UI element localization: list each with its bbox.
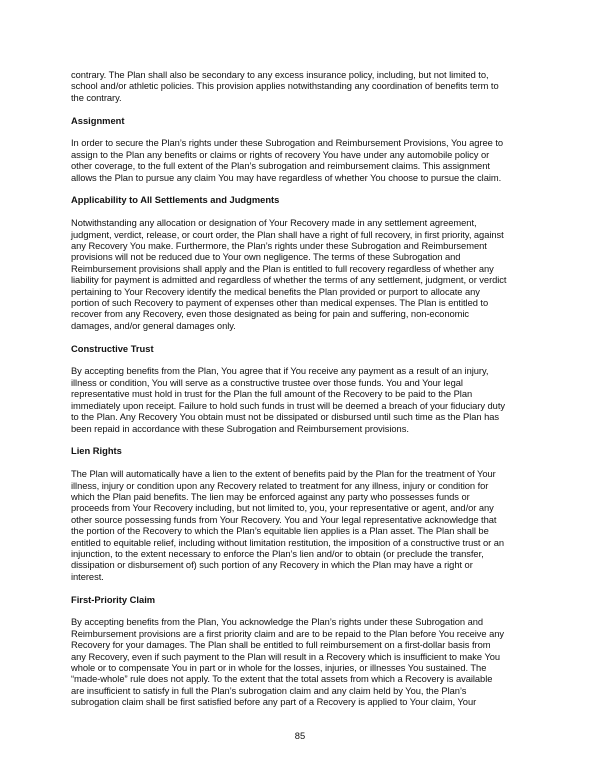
text-line: whole or to compensate You in part or in whole for the losses, injuries, or illnesses You sustained. The bbox=[71, 662, 487, 673]
section-assignment bbox=[71, 116, 533, 184]
text-line: allows the Plan to pursue any claim You may have regardless of whether You choose to pursue the claim. bbox=[71, 172, 502, 183]
text-line: to the Plan. Any Recovery You obtain must not be dissipated or disbursed until such time as the Plan has bbox=[71, 412, 499, 423]
text-line: Recovery for your damages. The Plan shall be entitled to full reimbursement on a first-dollar basis from bbox=[71, 640, 491, 651]
text-line: interest. bbox=[71, 571, 104, 582]
text-line: other source possessing funds from Your Recovery. You and Your legal representative acknowledge that bbox=[71, 514, 497, 525]
section-lien-rights bbox=[71, 446, 533, 583]
text-line: damages, and/or general damages only. bbox=[71, 320, 236, 331]
text-line: representative must hold in trust for the Plan the full amount of the Recovery to be paid to the Plan bbox=[71, 389, 473, 400]
text-line: The Plan will automatically have a lien to the extent of benefits paid by the Plan for the treatment of Your bbox=[71, 469, 496, 480]
text-line: school and/or athletic policies. This provision applies notwithstanding any coordination of benefits term to bbox=[71, 81, 499, 92]
section-constructive-trust bbox=[71, 344, 533, 435]
text-line: other coverage, to the full extent of the Plan’s subrogation and reimbursement claims. This assignment bbox=[71, 161, 490, 172]
text-line: In order to secure the Plan’s rights under these Subrogation and Reimbursement Provisions, You agree to bbox=[71, 138, 504, 149]
text-line: Reimbursement provisions shall apply and the Plan is entitled to full recovery regardless of whether any bbox=[71, 263, 494, 274]
text-line: judgment, verdict, release, or court order, the Plan shall have a right of full recovery, in first priority, against bbox=[71, 229, 504, 240]
text-line: Reimbursement provisions are a first priority claim and are to be repaid to the Plan before You receive any bbox=[71, 628, 504, 639]
text-line: subrogation claim shall be first satisfied before any part of a Recovery is applied to Your claim, Your bbox=[71, 697, 477, 708]
text-line: the contrary. bbox=[71, 92, 122, 103]
text-line: injunction, to the extent necessary to enforce the Plan’s lien and/or to obtain (or preclude the transfer, bbox=[71, 548, 484, 559]
section-heading: Constructive Trust bbox=[71, 343, 154, 354]
text-line: any Recovery, even if such payment to the Plan will result in a Recovery which is insufficient to make You bbox=[71, 651, 501, 662]
text-line: Notwithstanding any allocation or designation of Your Recovery made in any settlement agreement, bbox=[71, 218, 477, 229]
text-line: any Recovery You make. Furthermore, the Plan’s rights under these Subrogation and Reimbursement bbox=[71, 241, 487, 252]
section-first-priority-claim bbox=[71, 595, 533, 709]
section-heading: Lien Rights bbox=[71, 446, 122, 457]
text-line: proceeds from Your Recovery including, but not limited to, you, your representative or agent, and/or any bbox=[71, 503, 494, 514]
text-line: entitled to equitable relief, including without limitation restitution, the imposition of a constructive trust or an bbox=[71, 537, 505, 548]
section-applicability bbox=[71, 195, 533, 332]
page-number: 85 bbox=[294, 731, 306, 741]
text-line: recover from any Recovery, even those designated as being for pain and suffering, non-economic bbox=[71, 309, 470, 320]
section-heading: Applicability to All Settlements and Judgments bbox=[71, 195, 280, 206]
text-line: provisions will not be reduced due to Your own negligence. The terms of these Subrogation and bbox=[71, 252, 461, 263]
text-line: which the Plan paid benefits. The lien may be enforced against any party who possesses funds or bbox=[71, 491, 470, 502]
text-line: assign to the Plan any benefits or claims or rights of recovery You have under any automobile policy or bbox=[71, 149, 490, 160]
text-line: pertaining to Your Recovery identify the medical benefits the Plan provided or purport to allocate any bbox=[71, 286, 480, 297]
intro-paragraph bbox=[71, 70, 533, 104]
section-heading: First-Priority Claim bbox=[71, 594, 156, 605]
text-line: contrary. The Plan shall also be secondary to any excess insurance policy, including, but not limited to, bbox=[71, 70, 489, 80]
text-line: are insufficient to satisfy in full the Plan’s subrogation claim and any claim held by You, the Plan’s bbox=[71, 685, 467, 696]
text-line: immediately upon receipt. Failure to hold such funds in trust will be deemed a breach of your fiduciary duty bbox=[71, 400, 505, 411]
text-line: illness, injury or condition upon any Recovery related to treatment for any illness, injury or condition for bbox=[71, 480, 489, 491]
text-line: illness or condition, You will serve as a constructive trustee over those funds. You and Your legal bbox=[71, 377, 463, 388]
text-line: By accepting benefits from the Plan, You acknowledge the Plan’s rights under these Subrogation and bbox=[71, 617, 484, 628]
text-line: By accepting benefits from the Plan, You agree that if You receive any payment as a result of an injury, bbox=[71, 366, 489, 377]
section-heading: Assignment bbox=[71, 115, 125, 126]
text-line: the portion of the Recovery to which the Plan’s equitable lien applies is a Plan asset. The Plan shall be bbox=[71, 526, 489, 537]
text-line: dissipation or disbursement of) such portion of any Recovery in which the Plan may have a right or bbox=[71, 560, 473, 571]
document-body bbox=[71, 70, 533, 709]
text-line: liability for payment is admitted and regardless of whether the terms of any settlement, judgment, or verdict bbox=[71, 275, 507, 286]
text-line: portion of such Recovery to payment of expenses other than medical expenses. The Plan is entitled to bbox=[71, 298, 489, 309]
text-line: “made-whole” rule does not apply. To the extent that the total assets from which a Recovery is available bbox=[71, 674, 493, 685]
text-line: been repaid in accordance with these Subrogation and Reimbursement provisions. bbox=[71, 423, 409, 434]
